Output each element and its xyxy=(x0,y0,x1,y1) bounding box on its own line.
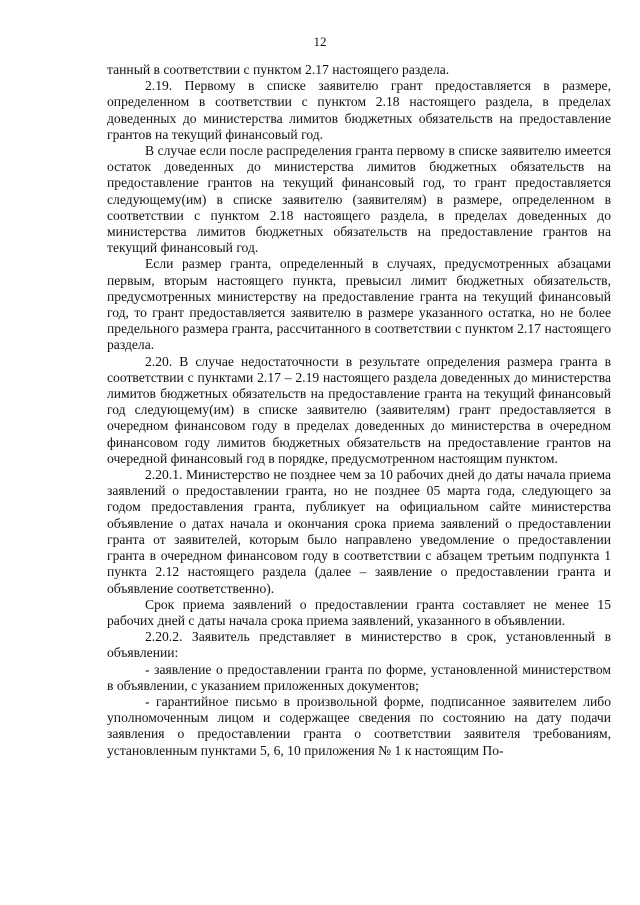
paragraph-2-20-1: 2.20.1. Министерство не позднее чем за 10 рабочих дней до даты начала приема заявлений о предоставлении гранта, но не позднее 05 марта года, следующего за годом предоставления гранта, публикует на официальном сайте министерства объявление о датах начала и окончания срока приема заявлений о предоставлении гранта от заявителей, которым было направлено уведомление о предоставлении гранта в очередном финансовом году в соответствии с абзацем третьим подпункта 1 пункта 2.12 настоящего раздела (далее – заявление о предоставлении гранта и объявление соответственно). xyxy=(107,467,611,596)
paragraph-2-20-2: 2.20.2. Заявитель представляет в министерство в срок, установленный в объявлении: xyxy=(107,629,611,661)
document-body xyxy=(107,62,611,759)
paragraph-2-19: 2.19. Первому в списке заявителю грант предоставляется в размере, определенном в соответствии с пунктом 2.18 настоящего раздела, в пределах доведенных до министерства лимитов бюджетных обязательств на предоставление грантов на текущий финансовый год. xyxy=(107,78,611,142)
paragraph-2-19-remainder: В случае если после распределения гранта первому в списке заявителю имеется остаток доведенных до министерства лимитов бюджетных обязательств на предоставление грантов на текущий финансовый год, то грант предоставляется следующему(им) в списке заявителю (заявителям) в размере, определенном в соответствии с пунктом 2.18 настоящего раздела, в пределах доведенных до министерства лимитов бюджетных обязательств на предоставление грантов на текущий финансовый год. xyxy=(107,143,611,256)
paragraph-deadline: Срок приема заявлений о предоставлении гранта составляет не менее 15 рабочих дней с даты начала срока приема заявлений, указанного в объявлении. xyxy=(107,596,611,628)
paragraph-2-19-limit: Если размер гранта, определенный в случаях, предусмотренных абзацами первым, вторым настоящего пункта, превысил лимит бюджетных обязательств, предусмотренных министерству на предоставление гранта на текущий финансовый год, то грант предоставляется заявителю в размере указанного остатка, но не более предельного размера гранта, рассчитанного в соответствии с пунктом 2.17 настоящего раздела. xyxy=(107,256,611,353)
page-number: 12 xyxy=(313,34,327,49)
paragraph-2-20: 2.20. В случае недостаточности в результате определения размера гранта в соответствии с пунктами 2.17 – 2.19 настоящего раздела доведенных до министерства лимитов бюджетных обязательств на предоставление гранта на текущий финансовый год следующему(им) в списке заявителю (заявителям) грант предоставляется в очередном финансовом году в пределах доведенных до министерства в очередном финансовом году лимитов бюджетных обязательств на предоставление грантов на очередной финансовый год в порядке, предусмотренном настоящим пунктом. xyxy=(107,353,611,466)
list-item-application: - заявление о предоставлении гранта по форме, установленной министерством в объявлении, с указанием приложенных документов; xyxy=(107,661,611,693)
paragraph-continuation: танный в соответствии с пунктом 2.17 настоящего раздела. xyxy=(107,62,450,77)
list-item-guarantee-letter: - гарантийное письмо в произвольной форме, подписанное заявителем либо уполномоченным лицом и содержащее сведения по состоянию на дату подачи заявления о предоставлении гранта о соответствии заявителя требованиям, установленным пунктами 5, 6, 10 приложения № 1 к настоящим По- xyxy=(107,693,611,758)
